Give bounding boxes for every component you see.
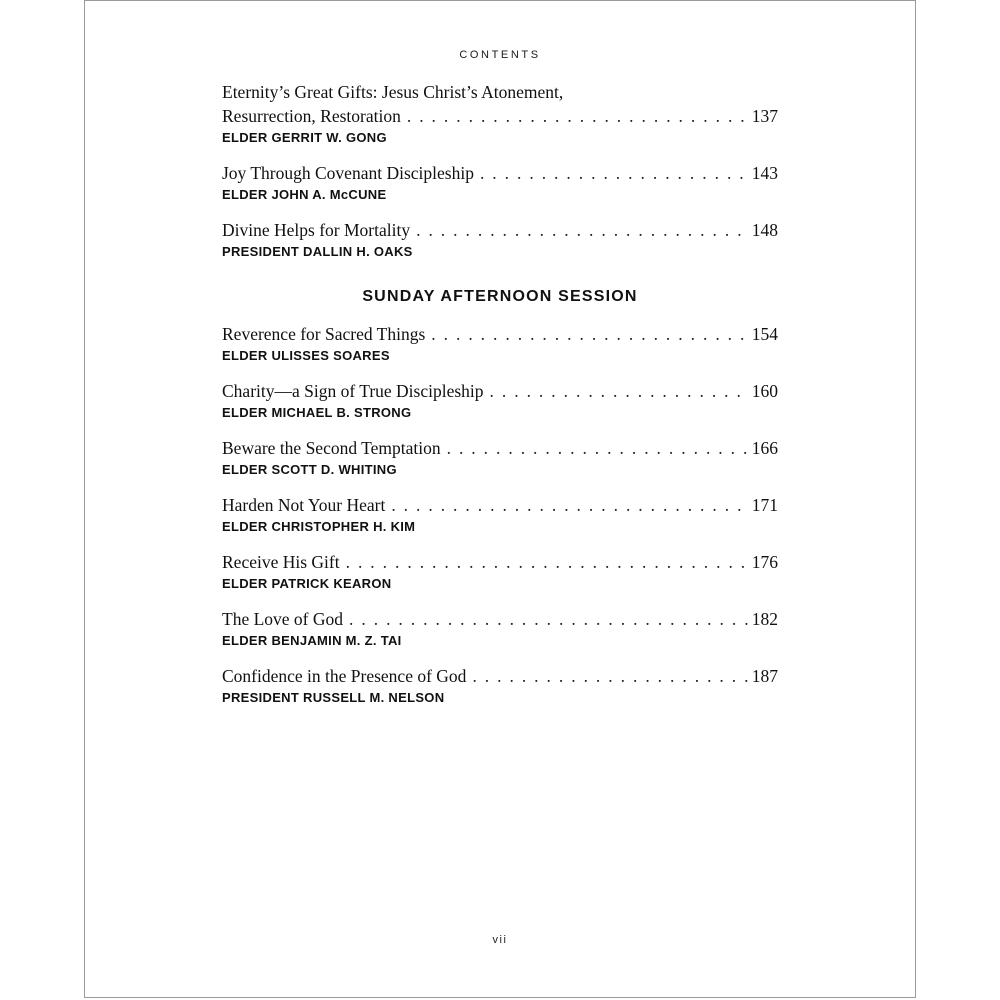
toc-entry-title: Beware the Second Temptation xyxy=(222,438,441,458)
toc-entry-speaker: ELDER PATRICK KEARON xyxy=(222,576,392,591)
toc-entry xyxy=(222,322,778,365)
toc-entry-title-line xyxy=(222,161,778,185)
toc-entry-page: 143 xyxy=(751,163,778,183)
toc-entry-title-line xyxy=(222,664,778,688)
dot-leader xyxy=(480,161,749,185)
toc-entry xyxy=(222,493,778,536)
toc-entry-title-line xyxy=(222,493,778,517)
dot-leader xyxy=(416,218,749,242)
toc-entry-speaker: PRESIDENT RUSSELL M. NELSON xyxy=(222,690,445,705)
toc-entry-speaker: PRESIDENT DALLIN H. OAKS xyxy=(222,244,413,259)
toc-entry-page: 154 xyxy=(751,324,778,344)
toc-entry-speaker: ELDER MICHAEL B. STRONG xyxy=(222,405,412,420)
toc-entry-title: Receive His Gift xyxy=(222,552,340,572)
toc-entry-speaker: ELDER JOHN A. McCUNE xyxy=(222,187,387,202)
toc-entry-page: 166 xyxy=(751,438,778,458)
toc-entry-speaker: ELDER BENJAMIN M. Z. TAI xyxy=(222,633,402,648)
toc-entry-title: Divine Helps for Mortality xyxy=(222,220,411,240)
toc-entry-speaker: ELDER SCOTT D. WHITING xyxy=(222,462,397,477)
toc-entry-title-line xyxy=(222,218,778,242)
toc-entry-title-line xyxy=(222,104,778,128)
dot-leader xyxy=(349,607,749,631)
toc-entry-page: 182 xyxy=(751,609,778,629)
toc-entry-page: 176 xyxy=(751,552,778,572)
toc-entry-title: Reverence for Sacred Things xyxy=(222,324,426,344)
toc-entry-page: 171 xyxy=(751,495,778,515)
section-heading: SUNDAY AFTERNOON SESSION xyxy=(362,288,638,305)
toc-entry-page: 160 xyxy=(751,381,778,401)
toc-entry-speaker: ELDER CHRISTOPHER H. KIM xyxy=(222,519,416,534)
toc-entry xyxy=(222,436,778,479)
toc-entry-speaker: ELDER ULISSES SOARES xyxy=(222,348,390,363)
dot-leader xyxy=(472,664,748,688)
toc-entry-page: 148 xyxy=(751,220,778,240)
dot-leader xyxy=(407,104,749,128)
toc-entry-page: 187 xyxy=(751,666,778,686)
toc-entry xyxy=(222,664,778,707)
dot-leader xyxy=(490,379,749,403)
toc-entry-title-line xyxy=(222,550,778,574)
dot-leader xyxy=(346,550,749,574)
toc-entry-title: Charity—a Sign of True Discipleship xyxy=(222,381,484,401)
running-head: CONTENTS xyxy=(459,49,541,61)
toc-entry-title: Eternity’s Great Gifts: Jesus Christ’s Atonement, xyxy=(222,82,564,102)
toc-entry xyxy=(222,379,778,422)
toc-entry-title-line xyxy=(222,379,778,403)
toc-entry-title-line xyxy=(222,322,778,346)
toc-entry xyxy=(222,607,778,650)
toc-entry-title: The Love of God xyxy=(222,609,344,629)
dot-leader xyxy=(431,322,748,346)
toc-entry xyxy=(222,218,778,261)
toc-entry-title: Joy Through Covenant Discipleship xyxy=(222,163,474,183)
toc-entry xyxy=(222,161,778,204)
toc-entry-page: 137 xyxy=(751,106,778,126)
page-number: vii xyxy=(492,934,508,946)
toc-entry xyxy=(222,550,778,593)
toc-entry-speaker: ELDER GERRIT W. GONG xyxy=(222,130,387,145)
dot-leader xyxy=(391,493,748,517)
toc-entry-title: Confidence in the Presence of God xyxy=(222,666,467,686)
toc-entry-title: Harden Not Your Heart xyxy=(222,495,386,515)
toc-entry-title-line xyxy=(222,80,778,104)
toc-entry-title-line xyxy=(222,607,778,631)
toc-entry-title-line xyxy=(222,436,778,460)
dot-leader xyxy=(447,436,749,460)
toc-entry-title: Resurrection, Restoration xyxy=(222,106,401,126)
toc-entry xyxy=(222,80,778,147)
